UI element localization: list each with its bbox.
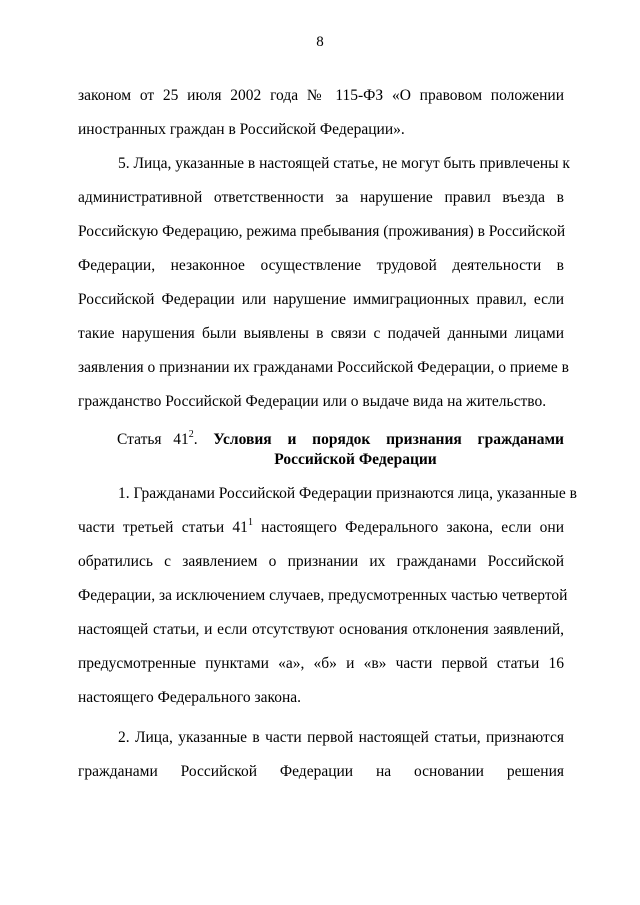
- text-line: предусмотренные пунктами «а», «б» и «в» части первой статьи 16: [78, 655, 564, 672]
- text-line: законом от 25 июля 2002 года № 115-ФЗ «О правовом положении: [78, 87, 564, 104]
- text-line: Российской Федерации или нарушение иммиграционных правил, если: [78, 291, 564, 308]
- text-line: настоящей статьи, и если отсутствуют основания отклонения заявлений,: [78, 621, 564, 638]
- text-line: иностранных граждан в Российской Федерации».: [78, 121, 405, 138]
- text-line: обратились с заявлением о признании их гражданами Российской: [78, 553, 564, 570]
- text-line: настоящего Федерального закона.: [78, 689, 302, 706]
- paragraph-1-start: 1. Гражданами Российской Федерации признаются лица, указанные в: [118, 485, 577, 502]
- article-label: Статья $41^2$.: [117, 429, 198, 448]
- paragraph-5-start: 5. Лица, указанные в настоящей статье, не могут быть привлечены к: [118, 155, 570, 172]
- article-title-word: Условия: [213, 431, 272, 448]
- text-line: заявления о признании их гражданами Российской Федерации, о приеме в: [78, 359, 569, 376]
- article-heading: [117, 430, 564, 470]
- article-title-word: гражданами: [477, 431, 564, 448]
- text-line: такие нарушения были выявлены в связи с подачей данными лицами: [78, 325, 564, 342]
- text-line: Российскую Федерацию, режима пребывания (проживания) в Российской: [78, 223, 566, 240]
- text-line: административной ответственности за нарушение правил въезда в: [78, 189, 564, 206]
- article-title-word: и: [287, 431, 297, 448]
- text-line: гражданство Российской Федерации или о выдаче вида на жительство.: [78, 393, 547, 410]
- page-number: 8: [316, 34, 324, 50]
- text-line: гражданами Российской Федерации на основании решения: [78, 763, 564, 780]
- article-title-word: признания: [386, 431, 462, 448]
- paragraph-2-start: 2. Лица, указанные в части первой настоящей статьи, признаются: [118, 729, 564, 746]
- article-title-word: порядок: [312, 431, 371, 448]
- text-line: Федерации, за исключением случаев, предусмотренных частью четвертой: [78, 587, 568, 604]
- text-line: части третьей статьи $41^1$ настоящего Федерального закона, если они: [78, 517, 564, 536]
- article-title-line2: Российской Федерации: [274, 451, 437, 468]
- text-line: Федерации, незаконное осуществление трудовой деятельности в: [78, 257, 564, 274]
